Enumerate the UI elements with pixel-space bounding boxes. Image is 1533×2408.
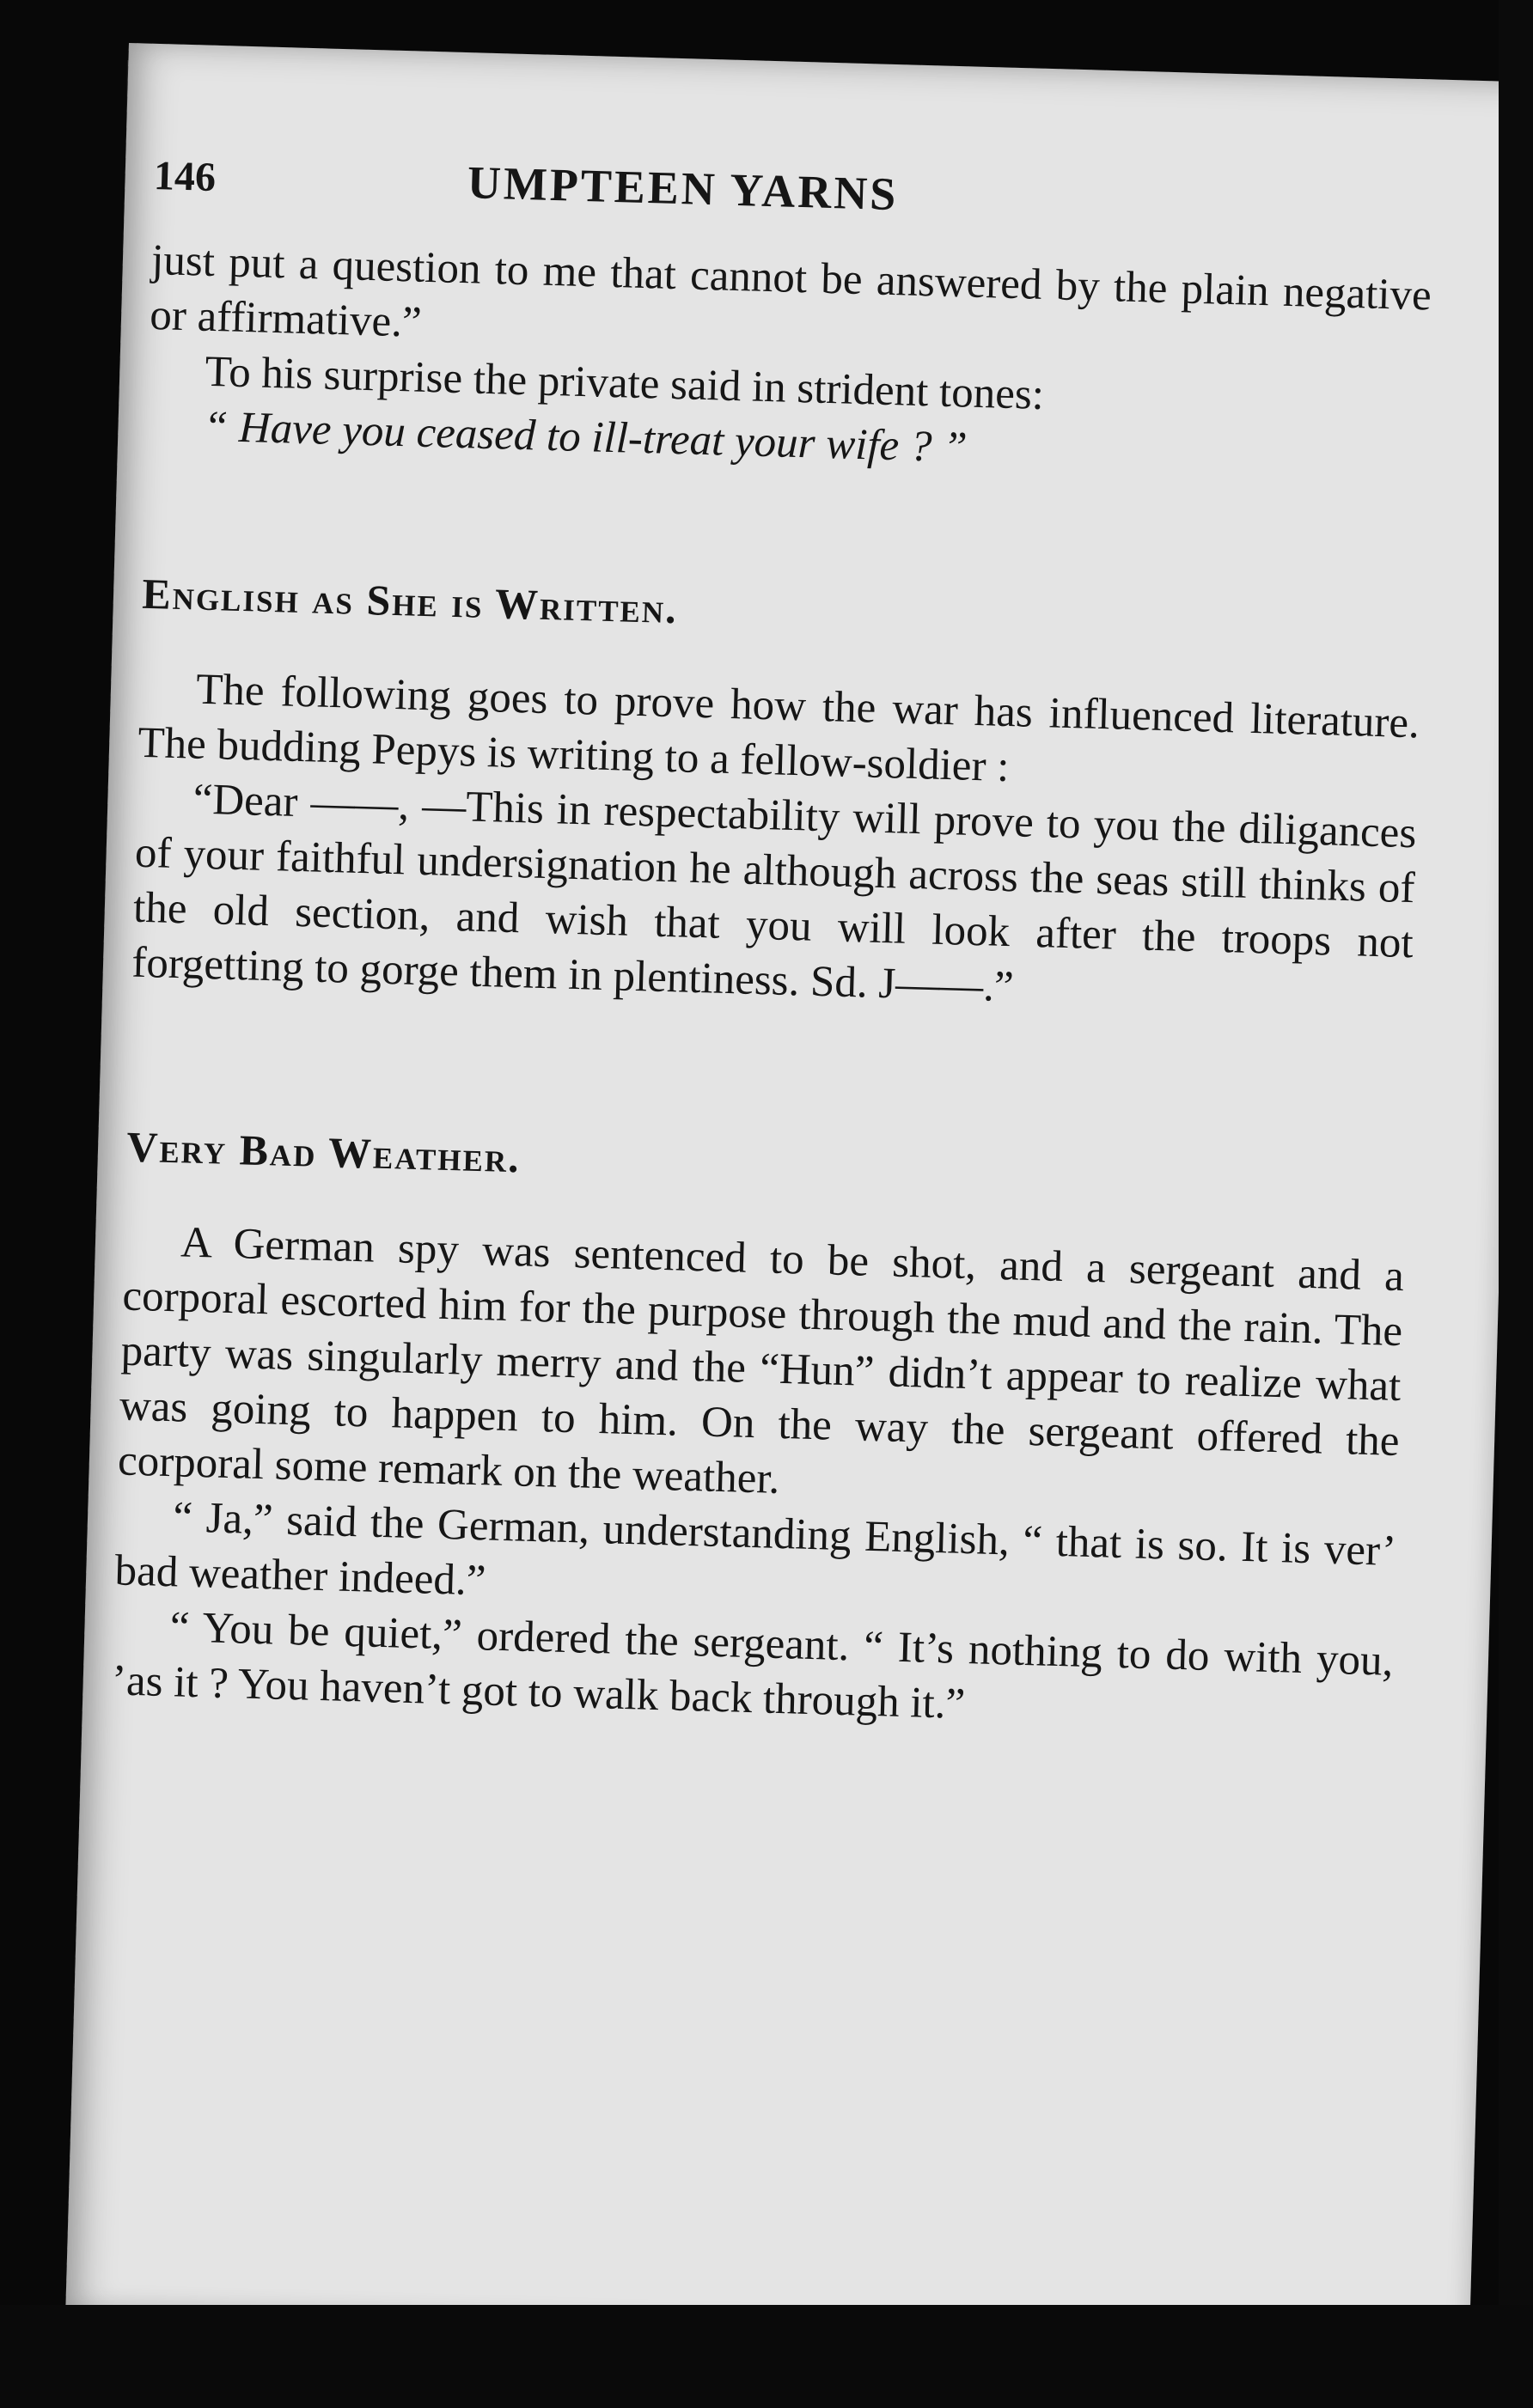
section1-paragraph: The following goes to prove how the war has influenced literature. The budding Pepys is writing to a fellow-soldier : — [137, 665, 1420, 792]
section-heading-weather: Very Bad Weather. — [125, 1122, 522, 1182]
intro-question: “ Have you ceased to ill-treat your wife ? ” — [203, 402, 968, 472]
section2-paragraph-3: “ You be quiet,” ordered the sergeant. “ It’s nothing to do with you, ’as it ? You haven’t got to walk back through it.” — [111, 1603, 1395, 1729]
section1-letter: “Dear ——, —This in respectability will prove to you the diligances of your faithful undersignation he although across the seas still thinks of the old section, and wish that you will look after the troops not forgetting to gorge them in plentiness. Sd. J——.” — [131, 775, 1418, 1012]
intro-continuation: just put a question to me that cannot be answered by the plain negative or affirmative.” — [149, 235, 1432, 347]
page-number: 146 — [153, 152, 217, 200]
scan-border-right — [1499, 0, 1533, 2408]
section2-paragraph-1: A German spy was sentenced to be shot, and a sergeant and a corporal escorted him for the purpose through the mud and the rain. The party was singularly merry and the “Hun” didn’t appear to realize what was going to happen to him. On the way the sergeant offered the corporal some remark on the weather. — [117, 1218, 1405, 1503]
scan-border-bottom — [0, 2305, 1533, 2408]
page-text — [111, 146, 1435, 1761]
section2-paragraph-2: “ Ja,” said the German, understanding English, “ that is so. It is ver’ bad weather indeed.” — [113, 1493, 1397, 1606]
running-title: UMPTEEN YARNS — [467, 156, 900, 221]
section-heading-english: English as She is Written. — [141, 569, 679, 633]
intro-surprise: To his surprise the private said in strident tones: — [204, 347, 1045, 419]
